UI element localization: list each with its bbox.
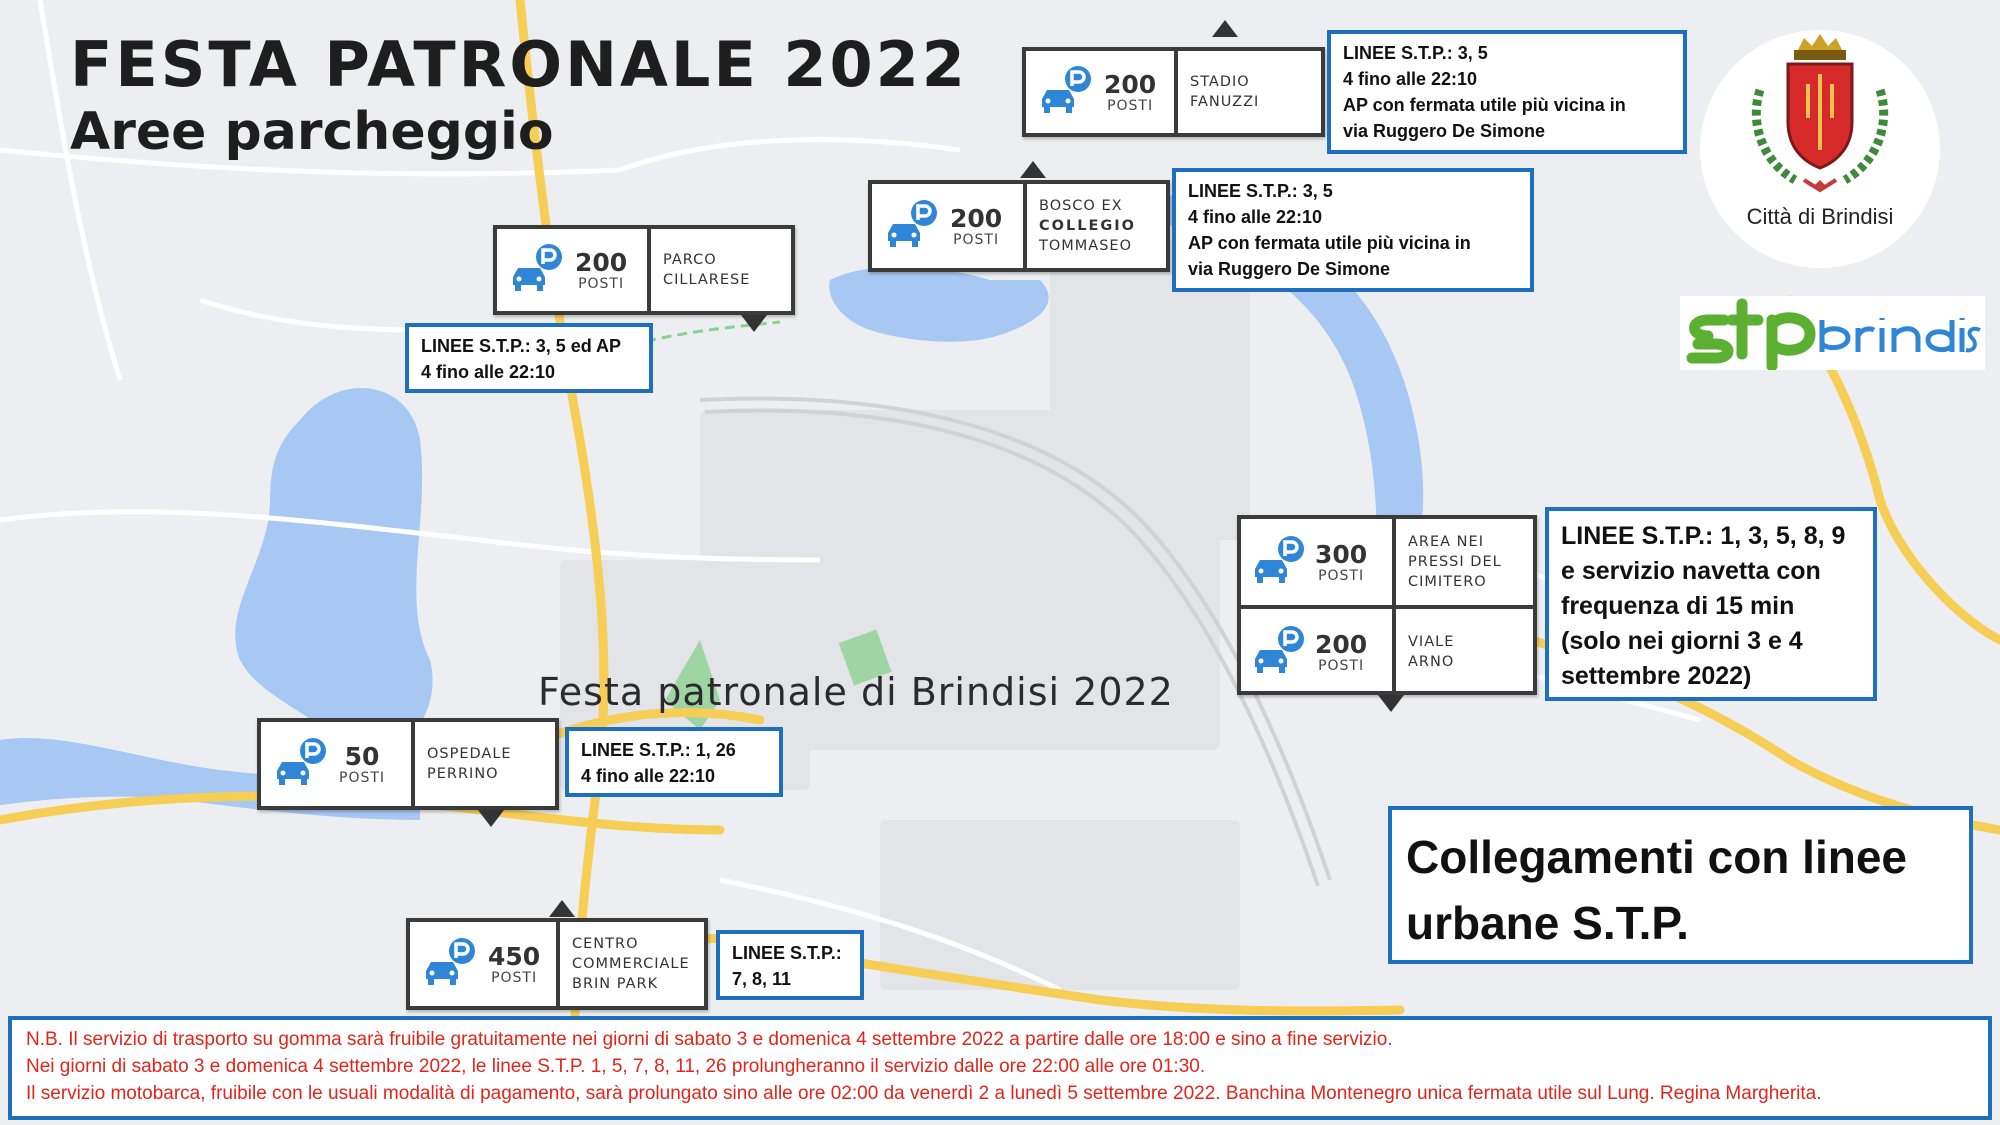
- parking-name-line: AREA NEI: [1408, 534, 1484, 550]
- parking-card-stadio[interactable]: [1022, 47, 1325, 137]
- parking-name-line: VIALE: [1408, 634, 1455, 650]
- parking-card-brin[interactable]: [406, 918, 708, 1010]
- parking-car-icon: [271, 735, 331, 793]
- parking-unit: POSTI: [1318, 657, 1365, 674]
- note-line: Nei giorni di sabato 3 e domenica 4 settembre 2022, le linee S.T.P. 1, 5, 7, 8, 11, 26 prolungheranno il servizio dalle ore 22:00 alle ore 01:30.: [26, 1056, 1206, 1077]
- note-line: Il servizio motobarca, fruibile con le usuali modalità di pagamento, sarà prolungato sino alle ore 02:00 da venerdì 2 a lunedì 5 settembre 2022. Banchina Montenegro unica fermata utile sul Lung. Regina Margherita.: [26, 1083, 1822, 1104]
- parking-name-line: COLLEGIO: [1039, 218, 1136, 234]
- parking-card-perrino[interactable]: [257, 718, 559, 810]
- bus-info-stadio: LINEE S.T.P.: 3, 5 4 fino alle 22:10 AP con fermata utile più vicina in via Ruggero De Simone: [1327, 30, 1687, 154]
- parking-unit: POSTI: [491, 969, 538, 986]
- parking-car-icon: [1249, 533, 1309, 591]
- parking-row-arno[interactable]: [1241, 605, 1533, 695]
- parking-name-line: CENTRO: [572, 936, 639, 952]
- parking-name-line: TOMMASEO: [1039, 238, 1132, 254]
- parking-unit: POSTI: [953, 231, 1000, 248]
- parking-name-line: PERRINO: [427, 766, 499, 782]
- parking-unit: POSTI: [578, 275, 625, 292]
- parking-unit: POSTI: [1107, 97, 1154, 114]
- city-crest-icon: [1700, 30, 1940, 205]
- parking-name-line: BRIN PARK: [572, 976, 659, 992]
- parking-name-line: BOSCO EX: [1039, 198, 1123, 214]
- bus-info-bosco: LINEE S.T.P.: 3, 5 4 fino alle 22:10 AP con fermata utile più vicina in via Ruggero De Simone: [1172, 168, 1534, 292]
- parking-spaces: 450: [488, 941, 541, 971]
- map-caption: Festa patronale di Brindisi 2022: [538, 670, 1174, 714]
- parking-name-line: ARNO: [1408, 654, 1455, 670]
- bus-info-parco: LINEE S.T.P.: 3, 5 ed AP 4 fino alle 22:10: [405, 323, 653, 393]
- collegamenti-box: Collegamenti con linee urbane S.T.P.: [1388, 806, 1973, 964]
- parking-name-line: CIMITERO: [1408, 574, 1487, 590]
- parking-spaces: 200: [575, 247, 628, 277]
- pointer-bosco: [1020, 161, 1046, 178]
- parking-spaces: 50: [344, 741, 380, 771]
- parking-name-line: PARCO: [663, 252, 717, 268]
- parking-unit: POSTI: [339, 769, 386, 786]
- parking-card-parco[interactable]: [493, 225, 795, 315]
- pointer-perrino: [478, 810, 504, 827]
- parking-car-icon: [420, 935, 480, 993]
- page-title: FESTA PATRONALE 2022: [70, 28, 968, 101]
- parking-name-line: CILLARESE: [663, 272, 751, 288]
- parking-card-bosco[interactable]: [868, 180, 1170, 272]
- parking-name-line: STADIO: [1190, 74, 1250, 90]
- parking-card-cimitero-arno[interactable]: [1237, 515, 1537, 695]
- pointer-brin: [549, 900, 575, 917]
- parking-spaces: 200: [1315, 629, 1368, 659]
- parking-spaces: 200: [1104, 69, 1157, 99]
- parking-car-icon: [1036, 63, 1096, 121]
- parking-car-icon: [507, 241, 567, 299]
- pointer-stadio: [1212, 20, 1238, 37]
- stp-brindisi-logo-icon: [1680, 296, 1985, 370]
- bus-info-brin: LINEE S.T.P.: 7, 8, 11: [716, 930, 864, 1000]
- parking-name-line: FANUZZI: [1190, 94, 1260, 110]
- page-subtitle: Aree parcheggio: [70, 102, 554, 162]
- parking-name-line: OSPEDALE: [427, 746, 512, 762]
- pointer-cimitero-arno: [1378, 695, 1404, 712]
- parking-name-line: PRESSI DEL: [1408, 554, 1502, 570]
- bus-info-cimitero-arno: LINEE S.T.P.: 1, 3, 5, 8, 9 e servizio navetta con frequenza di 15 min (solo nei giorni 3 e 4 settembre 2022): [1545, 507, 1877, 701]
- pointer-parco: [741, 315, 767, 332]
- notes-box: [8, 1016, 1992, 1120]
- stp-logo: [1680, 296, 1985, 370]
- city-logo: [1700, 30, 1940, 268]
- parking-car-icon: [1249, 623, 1309, 681]
- parking-name-line: COMMERCIALE: [572, 956, 690, 972]
- parking-spaces: 200: [950, 203, 1003, 233]
- note-line: N.B. Il servizio di trasporto su gomma sarà fruibile gratuitamente nei giorni di sabato 3 e domenica 4 settembre 2022 a partire dalle ore 18:00 e sino a fine servizio.: [26, 1029, 1393, 1050]
- city-name: Città di Brindisi: [1746, 204, 1894, 229]
- parking-car-icon: [882, 197, 942, 255]
- bus-info-perrino: LINEE S.T.P.: 1, 26 4 fino alle 22:10: [565, 727, 783, 797]
- parking-unit: POSTI: [1318, 567, 1365, 584]
- parking-row-cimitero[interactable]: [1241, 519, 1533, 605]
- parking-spaces: 300: [1315, 539, 1368, 569]
